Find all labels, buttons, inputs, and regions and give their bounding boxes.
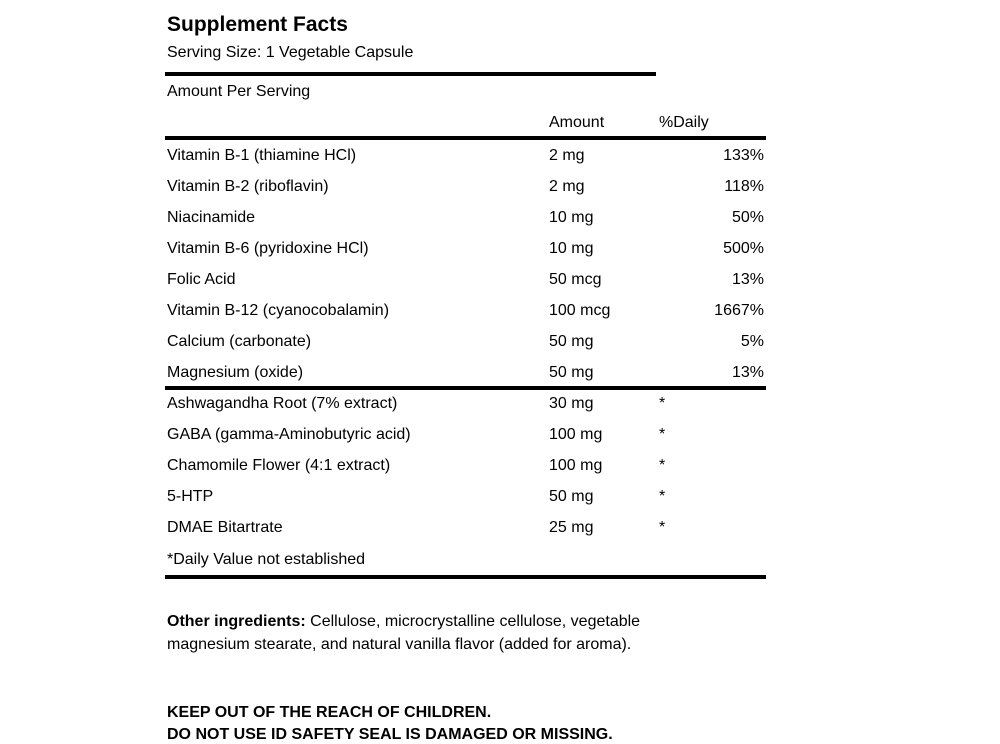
- ingredient-amount: 25 mg: [549, 519, 594, 536]
- panel-title: Supplement Facts: [167, 13, 348, 36]
- bottom-divider: [165, 575, 766, 579]
- ingredient-amount: 30 mg: [549, 395, 594, 412]
- ingredient-amount: 2 mg: [549, 147, 585, 164]
- ingredient-daily-value: *: [659, 457, 666, 474]
- header-divider: [165, 136, 766, 140]
- ingredient-daily-value: 133%: [723, 147, 764, 164]
- warning-seal: DO NOT USE ID SAFETY SEAL IS DAMAGED OR MISSING.: [167, 726, 613, 743]
- ingredient-daily-value: *: [659, 395, 666, 412]
- ingredient-daily-value: 118%: [724, 178, 764, 195]
- ingredient-amount: 100 mg: [549, 457, 603, 474]
- ingredient-name: Vitamin B-1 (thiamine HCl): [167, 147, 357, 164]
- table-row: [167, 240, 764, 271]
- table-row: [167, 364, 764, 395]
- serving-size: Serving Size: 1 Vegetable Capsule: [167, 44, 414, 61]
- section-divider: [165, 386, 766, 390]
- table-row: [167, 426, 764, 457]
- ingredient-name: Vitamin B-6 (pyridoxine HCl): [167, 240, 369, 257]
- ingredient-name: Niacinamide: [167, 209, 256, 226]
- ingredient-daily-value: 50%: [731, 209, 764, 226]
- ingredient-name: Magnesium (oxide): [167, 364, 304, 381]
- ingredient-daily-value: 500%: [723, 240, 764, 257]
- ingredient-name: 5-HTP: [167, 488, 214, 505]
- ingredient-name: Vitamin B-12 (cyanocobalamin): [167, 302, 390, 319]
- ingredient-amount: 100 mcg: [549, 302, 611, 319]
- table-row: [167, 209, 764, 240]
- table-row: [167, 147, 764, 178]
- ingredient-daily-value: 13%: [731, 271, 764, 288]
- ingredient-name: Chamomile Flower (4:1 extract): [167, 457, 391, 474]
- ingredient-daily-value: *: [659, 488, 666, 505]
- table-row: [167, 178, 764, 209]
- serving-divider: [165, 72, 656, 76]
- table-row: [167, 519, 764, 550]
- table-row: [167, 333, 764, 364]
- ingredient-amount: 50 mg: [549, 333, 594, 350]
- ingredient-amount: 50 mg: [549, 488, 594, 505]
- ingredient-amount: 10 mg: [549, 240, 594, 257]
- column-header-amount: Amount: [549, 114, 605, 131]
- other-ingredients: [167, 610, 707, 656]
- warning-children: KEEP OUT OF THE REACH OF CHILDREN.: [167, 704, 492, 721]
- other-ingredients-text: Cellulose, microcrystalline cellulose, vegetable magnesium stearate, and natural vanilla flavor (added for aroma).: [167, 613, 641, 653]
- ingredient-amount: 50 mg: [549, 364, 594, 381]
- ingredient-amount: 100 mg: [549, 426, 603, 443]
- ingredient-name: Ashwagandha Root (7% extract): [167, 395, 398, 412]
- ingredient-daily-value: *: [659, 519, 666, 536]
- ingredient-daily-value: 1667%: [714, 302, 764, 319]
- ingredient-name: Calcium (carbonate): [167, 333, 312, 350]
- column-header-daily: %Daily: [659, 114, 709, 131]
- ingredient-daily-value: *: [659, 426, 666, 443]
- ingredient-name: Folic Acid: [167, 271, 236, 288]
- amount-per-serving: Amount Per Serving: [167, 83, 311, 100]
- other-ingredients-label: Other ingredients:: [167, 613, 306, 630]
- daily-value-footnote: *Daily Value not established: [167, 551, 366, 568]
- table-row: [167, 302, 764, 333]
- table-row: [167, 488, 764, 519]
- ingredient-name: GABA (gamma-Aminobutyric acid): [167, 426, 411, 443]
- ingredient-daily-value: 5%: [740, 333, 764, 350]
- vitamin-rows: [167, 147, 764, 395]
- other-ingredient-rows: [167, 395, 764, 550]
- ingredient-amount: 2 mg: [549, 178, 585, 195]
- ingredient-name: Vitamin B-2 (riboflavin): [167, 178, 329, 195]
- ingredient-amount: 10 mg: [549, 209, 594, 226]
- ingredient-amount: 50 mcg: [549, 271, 602, 288]
- ingredient-name: DMAE Bitartrate: [167, 519, 283, 536]
- table-row: [167, 395, 764, 426]
- ingredient-daily-value: 13%: [731, 364, 764, 381]
- table-row: [167, 271, 764, 302]
- table-row: [167, 457, 764, 488]
